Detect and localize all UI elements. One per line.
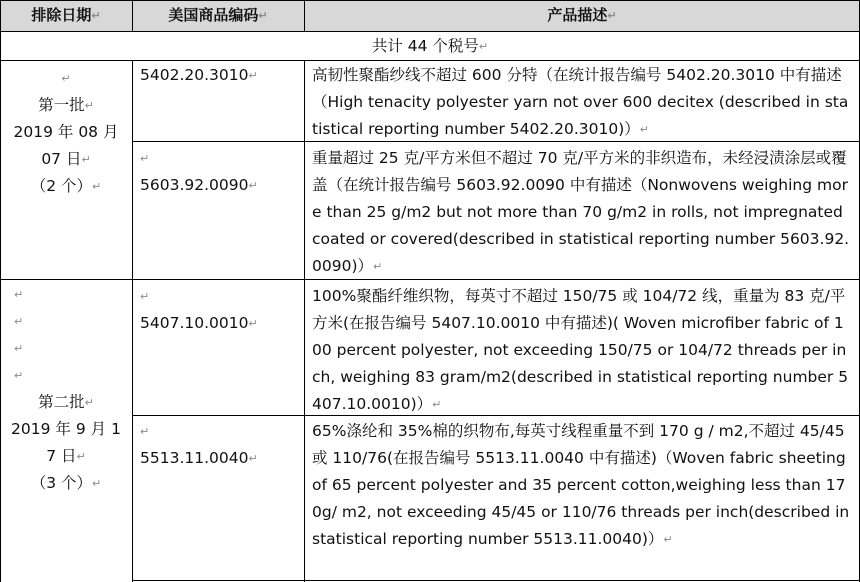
batch-1-name: 第一批: [38, 96, 85, 114]
batch-1-count: （2 个）: [30, 177, 93, 195]
grid-line-batch1-bottom: [0, 279, 860, 280]
batch-2-item-1-desc-cell: 100%聚酯纤维织物，每英寸不超过 150/75 或 104/72 线，重量为 83 克/平方米(在报告编号 5407.10.0010 中有描述)( Woven microfiber fabric of 100 percent polyester, not exceeding 150/75 or 104/72 threads per inch, weighing 83 gram/m2(described in statistical reporting number 5407.10.0010)）↵: [312, 287, 849, 413]
header-product-description: 产品描述↵: [304, 0, 860, 31]
batch-2-item-2-code-cell: ↵ 5513.11.0040↵: [140, 425, 258, 467]
batch-1-item-2-code-cell: ↵ 5603.92.0090↵: [140, 152, 258, 194]
batch-2-item-2-desc-cell: 65%涤纶和 35%棉的织物布,每英寸线程重量不到 170 g / m2,不超过 45/45 或 110/76(在报告编号 5513.11.0040 中有描述)（Woven fabric sheeting of 65 percent polyester and 35 percent cotton,weighing less than 170g/ m2, not exceeding 45/45 or 110/76 threads per inch(described in statistical reporting number 5513.11.0040)）↵: [312, 422, 850, 548]
grid-line-col2: [304, 0, 305, 32]
batch-2-item-2-desc: 65%涤纶和 35%棉的织物布,每英寸线程重量不到 170 g / m2,不超过 45/45 或 110/76(在报告编号 5513.11.0040 中有描述)（Woven fabric sheeting of 65 percent polyester and 35 percent cotton,weighing less than 170g/ m2, not exceeding 45/45 or 110/76 threads per inch(described in statistical reporting number 5513.11.0040)）: [312, 422, 850, 548]
grid-line-b1-item1-bottom: [132, 141, 860, 142]
batch-1-item-2-desc-cell: 重量超过 25 克/平方米但不超过 70 克/平方米的非织造布，未经浸渍涂层或覆盖（在统计报告编号 5603.92.0090 中有描述（Nonwovens weighing more than 25 g/m2 but not more than 70 g/m2 in rolls, not impregnated coated or covered(described in statistical reporting number 5603.92.0090)）↵: [312, 149, 850, 275]
grid-line-col1-lower: [132, 60, 133, 582]
batch-2-item-1-code-cell: ↵ 5407.10.0010↵: [140, 290, 258, 332]
batch-2-date-line2: 7 日: [46, 447, 77, 465]
grid-line-summary-bottom: [0, 60, 860, 61]
batch-2-item-2-code: 5513.11.0040: [140, 449, 249, 467]
header-product-description-text: 产品描述: [547, 6, 608, 24]
header-exclusion-date-text: 排除日期: [31, 6, 92, 24]
batch-2-count: （3 个）: [30, 474, 93, 492]
batch-2-item-1-code: 5407.10.0010: [140, 314, 249, 332]
batch-1-date-line1: 2019 年 08 月: [13, 123, 119, 141]
batch-2-date-line1: 2019 年 9 月 1: [11, 420, 121, 438]
summary-row: 共计 44 个税号↵: [371, 37, 489, 55]
batch-1-item-1-code-cell: 5402.20.3010↵: [140, 66, 258, 84]
grid-line-left: [0, 0, 1, 582]
header-hts-code-text: 美国商品编码: [168, 6, 259, 24]
batch-2-date-cell: ↵ ↵ ↵ ↵ 第二批↵ 2019 年 9 月 1 7 日↵ （3 个）↵: [11, 288, 121, 492]
batch-1-item-1-code: 5402.20.3010: [140, 66, 249, 84]
grid-line-col1: [132, 0, 133, 32]
batch-1-item-1-desc: 高韧性聚酯纱线不超过 600 分特（在统计报告编号 5402.20.3010 中有描述（High tenacity polyester yarn not over 600 decitex (described in statistical reporting number 5402.20.3010)）: [312, 66, 849, 138]
summary-text: 共计 44 个税号: [371, 37, 479, 55]
batch-1-item-2-code: 5603.92.0090: [140, 176, 249, 194]
batch-1-item-2-desc: 重量超过 25 克/平方米但不超过 70 克/平方米的非织造布，未经浸渍涂层或覆盖（在统计报告编号 5603.92.0090 中有描述（Nonwovens weighing more than 25 g/m2 but not more than 70 g/m2 in rolls, not impregnated coated or covered(described in statistical reporting number 5603.92.0090)）: [312, 149, 850, 275]
grid-line-header-bottom: [0, 31, 860, 32]
grid-line-b2-item1-bottom: [132, 415, 860, 416]
grid-line-top: [0, 0, 860, 1]
batch-1-date-line2: 07 日: [41, 150, 82, 168]
grid-line-bottom-partial: [132, 580, 860, 581]
header-exclusion-date: 排除日期↵: [0, 0, 132, 31]
batch-2-item-1-desc: 100%聚酯纤维织物，每英寸不超过 150/75 或 104/72 线，重量为 83 克/平方米(在报告编号 5407.10.0010 中有描述)( Woven microfiber fabric of 100 percent polyester, not exceeding 150/75 or 104/72 threads per inch, weighing 83 gram/m2(described in statistical reporting number 5407.10.0010)）: [312, 287, 849, 413]
batch-2-name: 第二批: [38, 393, 85, 411]
batch-1-date-cell: ↵ 第一批↵ 2019 年 08 月 07 日↵ （2 个）↵: [13, 72, 119, 195]
header-hts-code: 美国商品编码↵: [132, 0, 304, 31]
grid-line-col2-lower: [304, 60, 305, 582]
batch-1-item-1-desc-cell: 高韧性聚酯纱线不超过 600 分特（在统计报告编号 5402.20.3010 中有描述（High tenacity polyester yarn not over 600 decitex (described in statistical reporting number 5402.20.3010)）↵: [312, 66, 849, 138]
